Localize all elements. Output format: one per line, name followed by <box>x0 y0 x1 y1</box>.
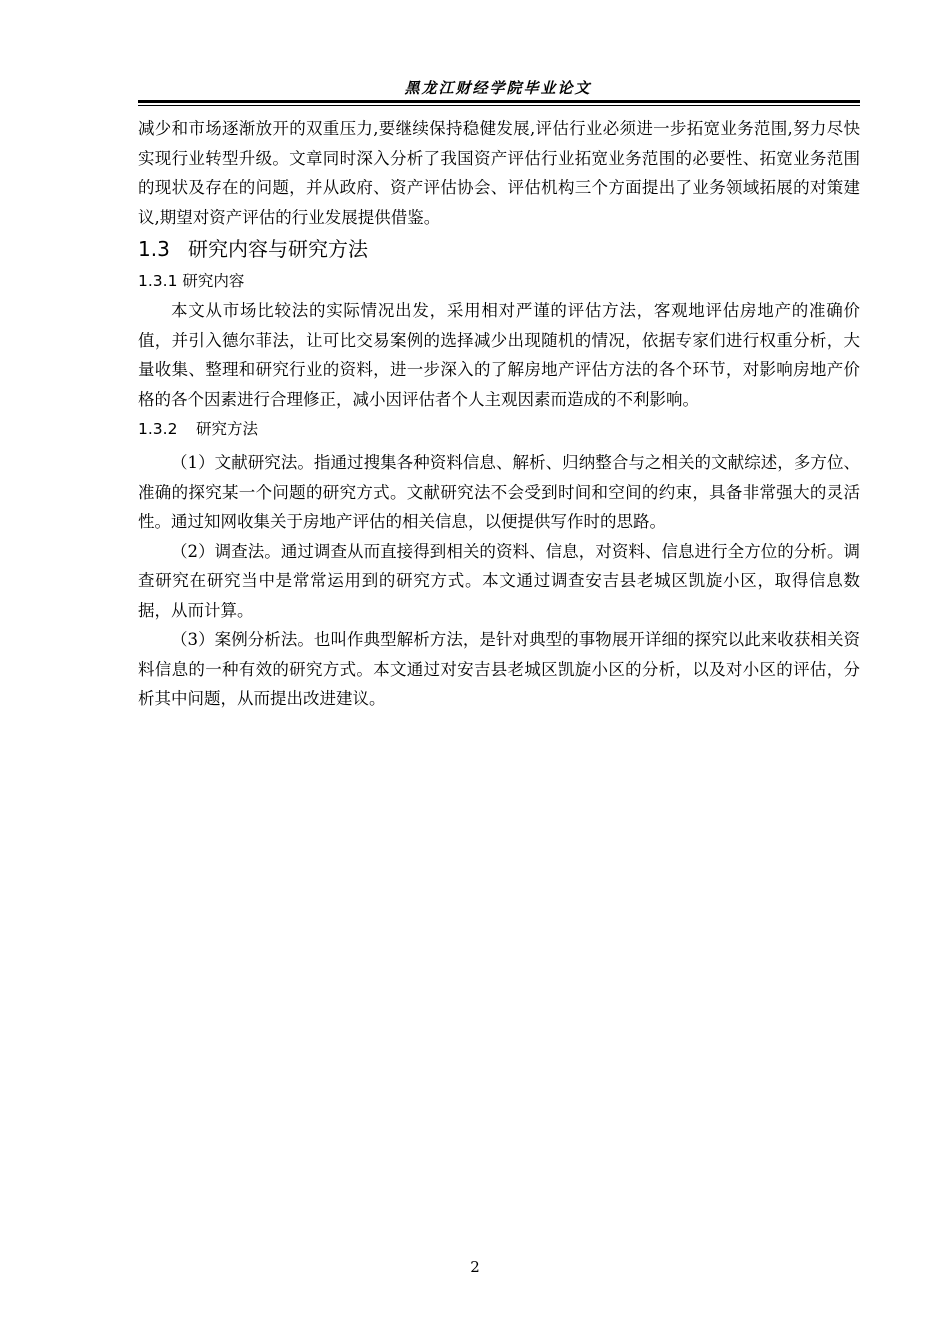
method-paragraph-1: （1）文献研究法。指通过搜集各种资料信息、解析、归纳整合与之相关的文献综述，多方位、准确的探究某一个问题的研究方式。文献研究法不会受到时间和空间的约束，具备非常强大的灵活性。通过知网收集关于房地产评估的相关信息，以便提供写作时的思路。 <box>138 453 860 531</box>
section-title: 研究内容与研究方法 <box>188 237 368 261</box>
method-paragraph-2: （2）调查法。通过调查从而直接得到相关的资料、信息，对资料、信息进行全方位的分析。调查研究在研究当中是常常运用到的研究方式。本文通过调查安吉县老城区凯旋小区，取得信息数据，从而计算。 <box>138 541 860 620</box>
method-paragraph-3: （3）案例分析法。也叫作典型解析方法，是针对典型的事物展开详细的探究以此来收获相关资料信息的一种有效的研究方式。本文通过对安吉县老城区凯旋小区的分析，以及对小区的评估，分析其中问题，从而提出改进建议。 <box>138 630 860 708</box>
subsection-heading-1-3-1: 1.3.1 研究内容 <box>138 272 245 290</box>
section-heading-1-3 <box>138 232 860 266</box>
header-rule-thick <box>138 100 860 103</box>
page-number: 2 <box>470 1258 480 1276</box>
subsection-title: 研究方法 <box>196 420 259 438</box>
intro-paragraph: 减少和市场逐渐放开的双重压力,要继续保持稳健发展,评估行业必须进一步拓宽业务范围,努力尽快实现行业转型升级。文章同时深入分析了我国资产评估行业拓宽业务范围的必要性、拓宽业务范围的现状及存在的问题，并从政府、资产评估协会、评估机构三个方面提出了业务领域拓展的对策建议,期望对资产评估的行业发展提供借鉴。 <box>138 119 860 227</box>
subsection-number: 1.3.2 <box>138 420 178 438</box>
header-rule-thin <box>138 105 860 106</box>
page-body <box>138 114 860 714</box>
section-number: 1.3 <box>138 237 170 261</box>
research-content-paragraph: 本文从市场比较法的实际情况出发，采用相对严谨的评估方法，客观地评估房地产的准确价值，并引入德尔菲法，让可比交易案例的选择减少出现随机的情况，依据专家们进行权重分析，大量收集、整理和研究行业的资料，进一步深入的了解房地产评估方法的各个环节，对影响房地产价格的各个因素进行合理修正，减小因评估者个人主观因素而造成的不利影响。 <box>138 301 860 409</box>
subsection-heading-1-3-2 <box>138 414 860 444</box>
running-header-title: 黑龙江财经学院毕业论文 <box>404 79 592 97</box>
